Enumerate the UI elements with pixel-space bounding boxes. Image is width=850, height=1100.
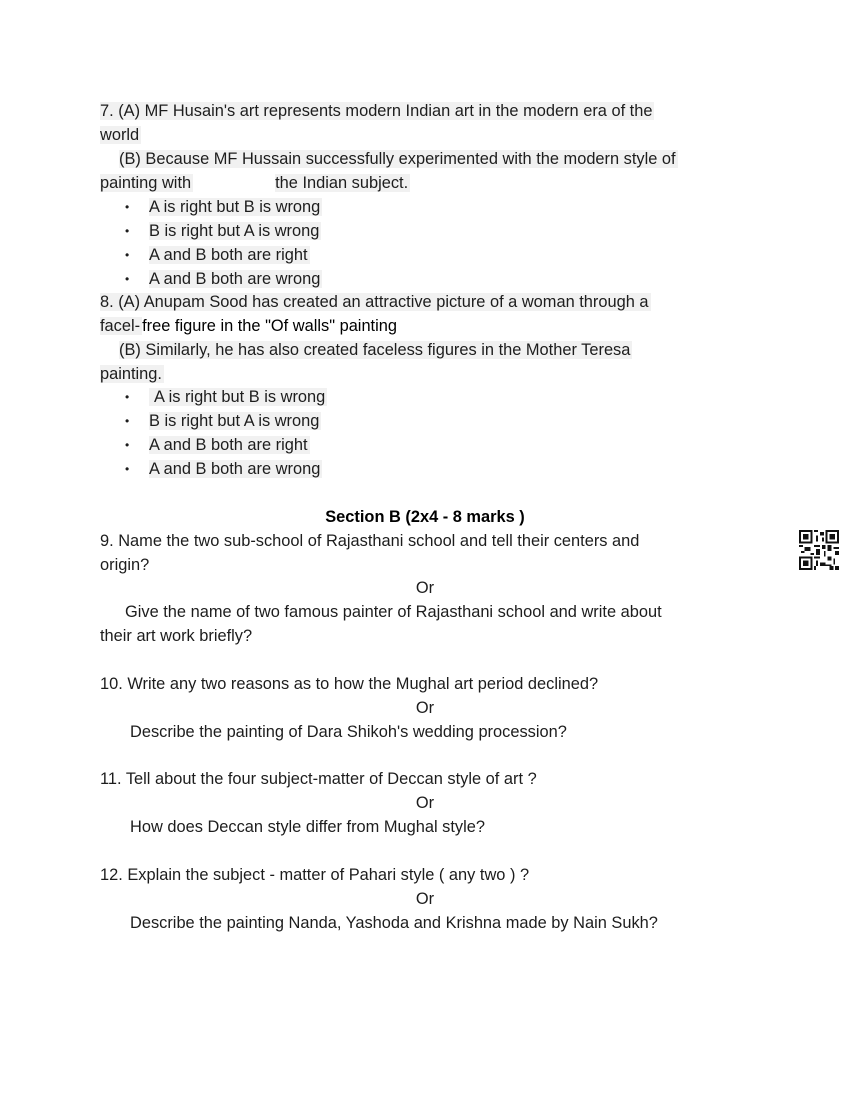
q9-alt-line2: their art work briefly? (100, 627, 253, 645)
section-b-heading: Section B (2x4 - 8 marks ) (325, 508, 525, 526)
q9-line1: 9. Name the two sub-school of Rajasthani school and tell their centers and (100, 532, 640, 550)
q7-option-4: • A and B both are wrong (125, 270, 321, 288)
bullet-icon: • (125, 438, 130, 452)
q8-b-line1: (B) Similarly, he has also created faceless figures in the Mother Teresa (119, 341, 631, 359)
q10-line1: 10. Write any two reasons as to how the Mughal art period declined? (100, 675, 599, 693)
q11-line1: 11. Tell about the four subject-matter of Deccan style of art ? (100, 770, 537, 788)
bullet-icon: • (125, 248, 130, 262)
q11-or: Or (415, 794, 435, 812)
q9-alt-line1: Give the name of two famous painter of Rajasthani school and write about (125, 603, 662, 621)
q7-a-line1: 7. (A) MF Husain's art represents modern Indian art in the modern era of the (100, 102, 653, 120)
q7-a-line2: world (100, 126, 140, 144)
bullet-icon: • (125, 390, 130, 404)
q8-option-4: • A and B both are wrong (125, 460, 321, 478)
q8-option-3: • A and B both are right (125, 436, 308, 454)
bullet-icon: • (125, 272, 130, 286)
q7-b-line1: (B) Because MF Hussain successfully experimented with the modern style of (119, 150, 676, 168)
bullet-icon: • (125, 414, 130, 428)
q11-alt: How does Deccan style differ from Mughal style? (130, 818, 485, 836)
q10-alt: Describe the painting of Dara Shikoh's wedding procession? (130, 723, 567, 741)
q7-option-2: • B is right but A is wrong (125, 222, 320, 240)
q12-line1: 12. Explain the subject - matter of Pahari style ( any two ) ? (100, 866, 530, 884)
q8-option-1: • A is right but B is wrong (125, 388, 326, 406)
q12-or: Or (415, 890, 435, 908)
q12-alt: Describe the painting Nanda, Yashoda and Krishna made by Nain Sukh? (130, 914, 658, 932)
q8-a-line2: facel- free figure in the "Of walls" painting (100, 317, 397, 335)
bullet-icon: • (125, 200, 130, 214)
bullet-icon: • (125, 462, 130, 476)
q7-option-1: • A is right but B is wrong (125, 198, 321, 216)
q9-or: Or (415, 579, 435, 597)
qr-code-icon (799, 530, 839, 570)
q8-option-2: • B is right but A is wrong (125, 412, 320, 430)
q10-or: Or (415, 699, 435, 717)
bullet-icon: • (125, 224, 130, 238)
q8-a-line1: 8. (A) Anupam Sood has created an attractive picture of a woman through a (100, 293, 649, 311)
q9-line2: origin? (100, 556, 150, 574)
q8-b-line2: painting. (100, 365, 162, 383)
q7-b-line2: painting with the Indian subject. (100, 174, 409, 192)
q7-option-3: • A and B both are right (125, 246, 308, 264)
